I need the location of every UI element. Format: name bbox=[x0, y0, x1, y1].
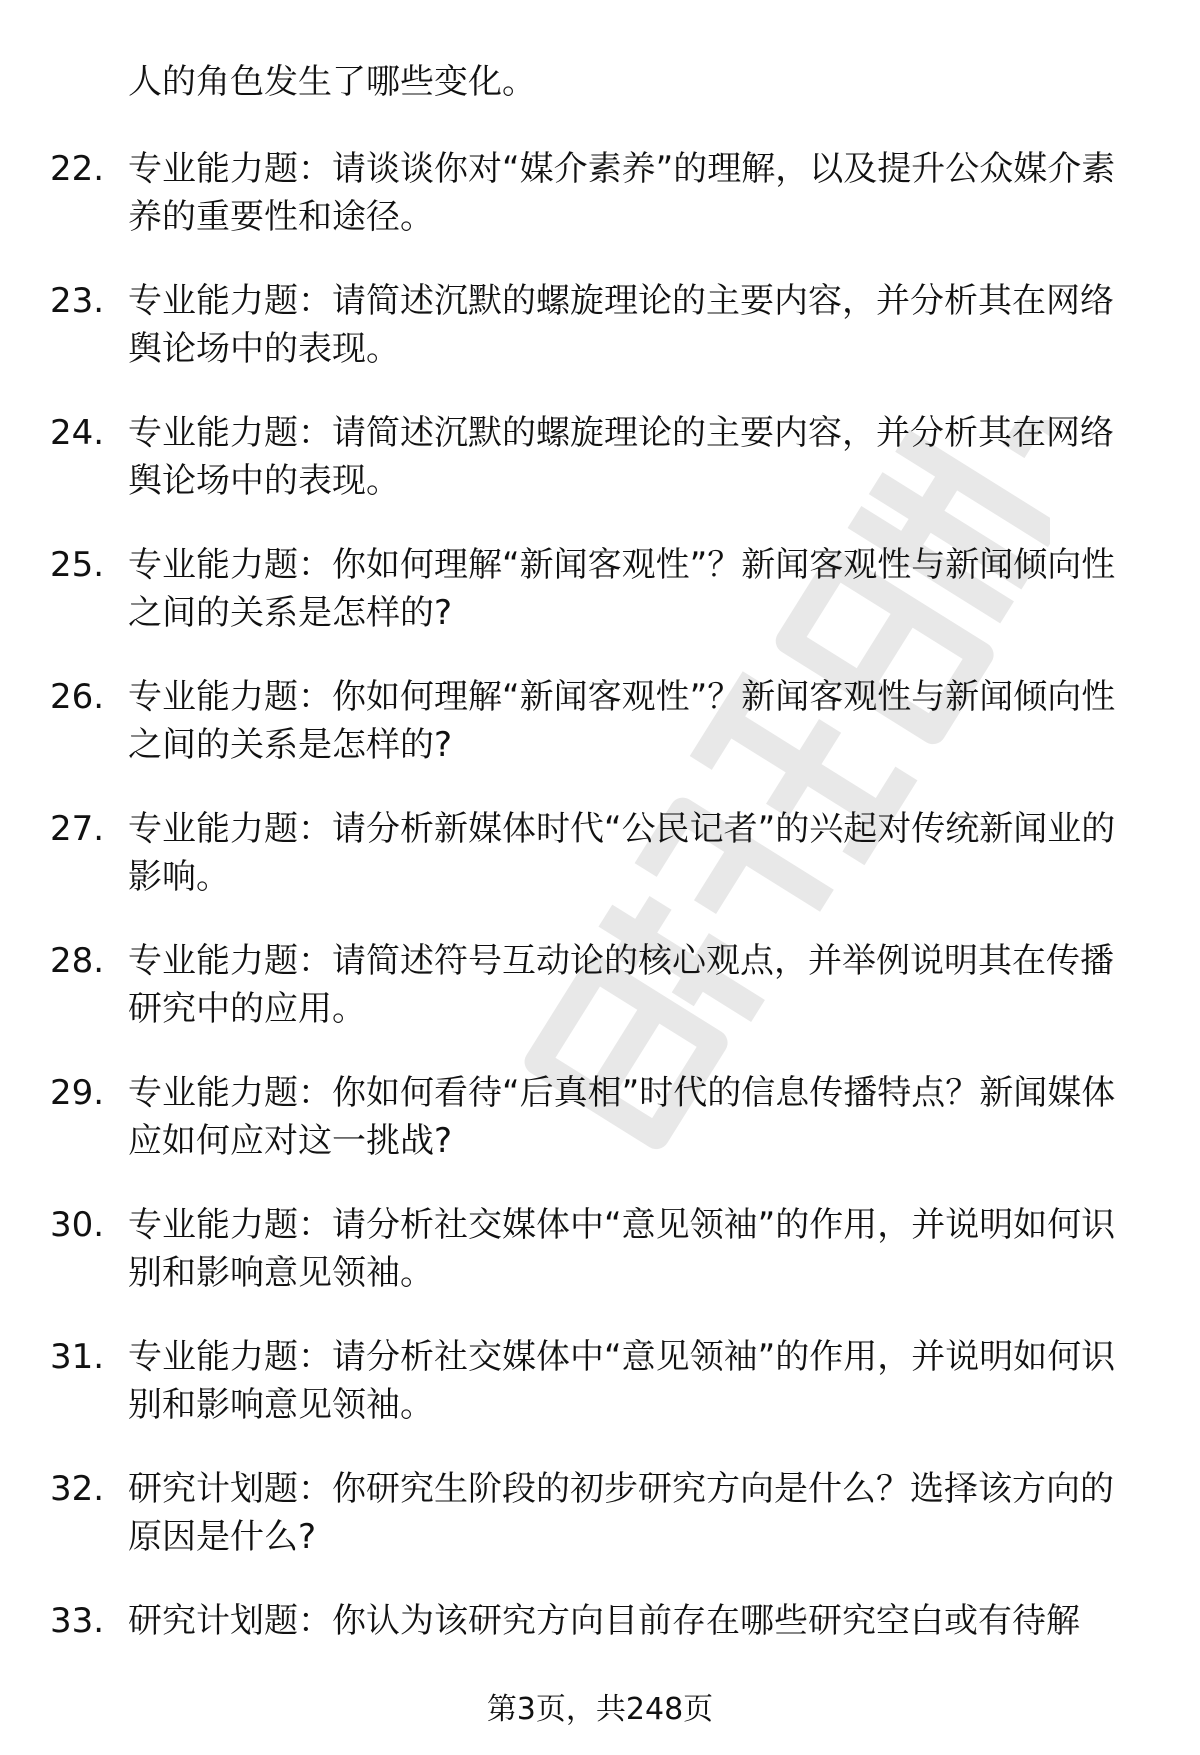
question-number: 25. bbox=[50, 545, 105, 585]
question-number: 24. bbox=[50, 413, 105, 453]
question-item bbox=[50, 673, 1140, 769]
question-text: 专业能力题：请分析新媒体时代“公民记者”的兴起对传统新闻业的影响。 bbox=[128, 809, 1116, 897]
question-number: 28. bbox=[50, 941, 105, 981]
question-text: 专业能力题：请简述沉默的螺旋理论的主要内容，并分析其在网络舆论场中的表现。 bbox=[128, 413, 1114, 501]
question-item bbox=[50, 1069, 1140, 1165]
question-text: 专业能力题：你如何理解“新闻客观性”？新闻客观性与新闻倾向性之间的关系是怎样的? bbox=[128, 545, 1116, 633]
question-number: 26. bbox=[50, 677, 105, 717]
question-item bbox=[50, 409, 1140, 505]
question-number: 30. bbox=[50, 1205, 105, 1245]
page-footer: 第3页，共248页 bbox=[486, 1692, 714, 1727]
question-text: 专业能力题：请简述沉默的螺旋理论的主要内容，并分析其在网络舆论场中的表现。 bbox=[128, 281, 1114, 369]
question-item bbox=[50, 1201, 1140, 1297]
question-text: 专业能力题：你如何理解“新闻客观性”？新闻客观性与新闻倾向性之间的关系是怎样的? bbox=[128, 677, 1116, 765]
question-item bbox=[50, 541, 1140, 637]
question-list bbox=[50, 145, 1140, 1681]
question-number: 27. bbox=[50, 809, 105, 849]
question-number: 33. bbox=[50, 1601, 105, 1641]
question-number: 29. bbox=[50, 1073, 105, 1113]
question-item bbox=[50, 1333, 1140, 1429]
question-text: 专业能力题：请分析社交媒体中“意见领袖”的作用，并说明如何识别和影响意见领袖。 bbox=[128, 1337, 1116, 1425]
question-item bbox=[50, 145, 1140, 241]
question-number: 31. bbox=[50, 1337, 105, 1377]
continuation-text: 人的角色发生了哪些变化。 bbox=[128, 62, 536, 102]
question-item bbox=[50, 1597, 1140, 1645]
question-number: 32. bbox=[50, 1469, 105, 1509]
question-number: 22. bbox=[50, 149, 105, 189]
question-item bbox=[50, 937, 1140, 1033]
question-item bbox=[50, 1465, 1140, 1561]
question-text: 研究计划题：你认为该研究方向目前存在哪些研究空白或有待解 bbox=[128, 1601, 1080, 1641]
question-text: 专业能力题：请分析社交媒体中“意见领袖”的作用，并说明如何识别和影响意见领袖。 bbox=[128, 1205, 1116, 1293]
question-item bbox=[50, 277, 1140, 373]
question-text: 专业能力题：你如何看待“后真相”时代的信息传播特点？新闻媒体应如何应对这一挑战? bbox=[128, 1073, 1116, 1161]
question-text: 专业能力题：请简述符号互动论的核心观点，并举例说明其在传播研究中的应用。 bbox=[128, 941, 1114, 1029]
question-text: 专业能力题：请谈谈你对“媒介素养”的理解，以及提升公众媒介素养的重要性和途径。 bbox=[128, 149, 1116, 237]
question-number: 23. bbox=[50, 281, 105, 321]
question-item bbox=[50, 805, 1140, 901]
question-text: 研究计划题：你研究生阶段的初步研究方向是什么？选择该方向的原因是什么? bbox=[128, 1469, 1114, 1557]
